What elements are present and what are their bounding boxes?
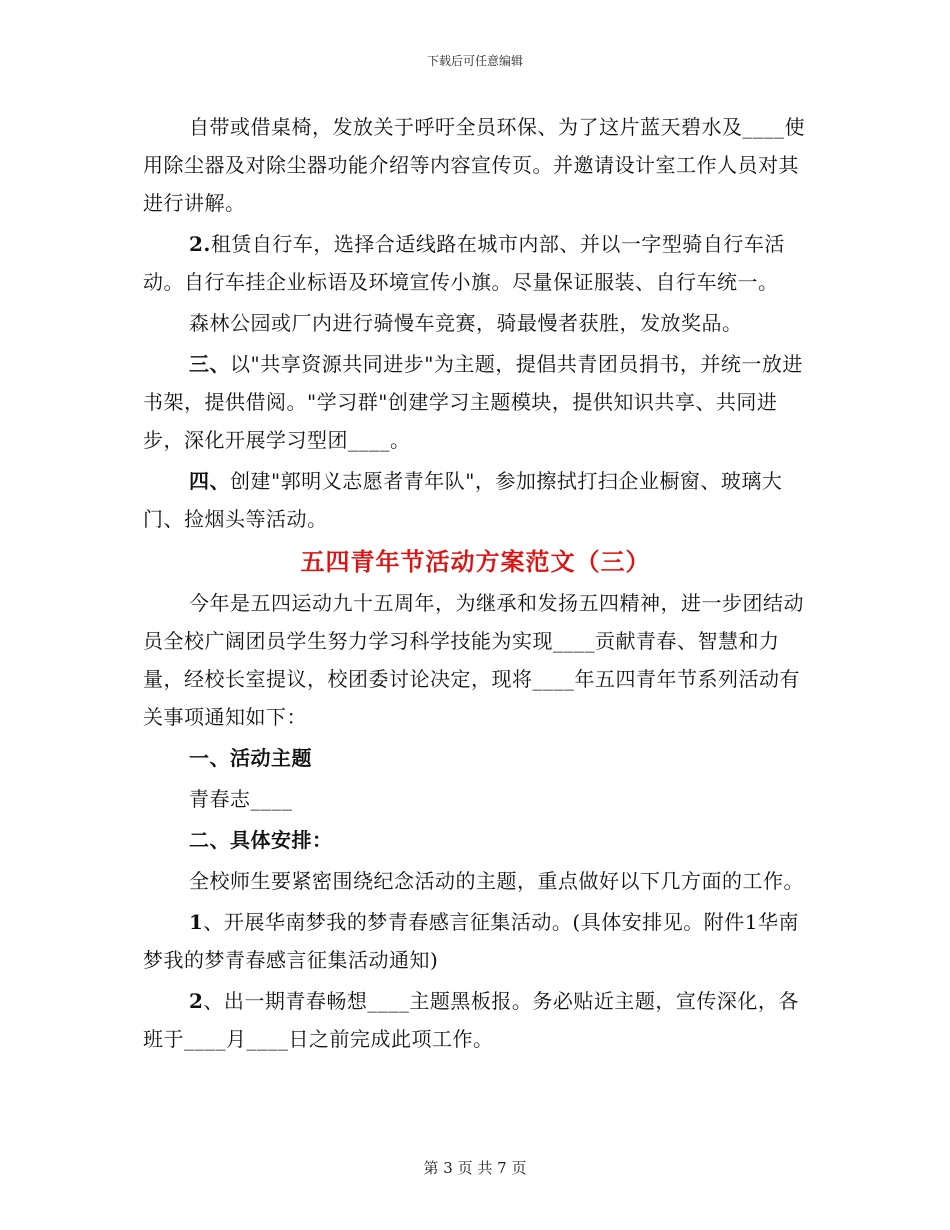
section-paragraph-theme: 青春志____ <box>189 787 293 811</box>
page-footer-number: 第 3 页 共 7 页 <box>423 1159 527 1177</box>
paragraph-2-text: 租赁自行车，选择合适线路在城市内部、并以一字型骑自行车活动。自行车挂企业标语及环境宣传小旗。尽量保证服装、自行车统一。 <box>143 232 785 294</box>
paragraph-5 <box>143 462 808 538</box>
section-paragraph-item-2 <box>143 982 808 1058</box>
paragraph-4-lead: 三、 <box>189 352 230 376</box>
page-header-note: 下载后可任意编辑 <box>426 54 523 68</box>
item-2-text: 、出一期青春畅想____主题黑板报。务必贴近主题，宣传深化，各班于____月____日之前完成此项工作。 <box>143 989 799 1051</box>
paragraph-5-lead: 四、 <box>189 469 230 493</box>
paragraph-1: 自带或借桌椅，发放关于呼吁全员环保、为了这片蓝天碧水及____使用除尘器及对除尘器功能介绍等内容宣传页。并邀请设计室工作人员对其进行讲解。 <box>143 115 805 215</box>
paragraph-5-text: 创建"郭明义志愿者青年队"，参加擦拭打扫企业橱窗、玻璃大门、捡烟头等活动。 <box>143 469 783 531</box>
paragraph-2 <box>143 225 808 301</box>
item-1-text: 、开展华南梦我的梦青春感言征集活动。(具体安排见。附件1华南梦我的梦青春感言征集活动通知) <box>143 910 799 972</box>
item-2-lead: 2 <box>189 989 204 1013</box>
paragraph-3: 森林公园或厂内进行骑慢车竞赛，骑最慢者获胜，发放奖品。 <box>189 311 743 335</box>
section-heading-theme: 一、活动主题 <box>189 746 312 770</box>
section-title: 五四青年节活动方案范文（三） <box>300 547 651 576</box>
section-paragraph-item-1 <box>143 903 808 979</box>
paragraph-2-lead: 2. <box>189 232 211 256</box>
item-1-lead: 1 <box>189 910 204 934</box>
document-body <box>143 108 808 1061</box>
paragraph-4-text: 以"共享资源共同进步"为主题，提倡共青团员捐书，并统一放进书架，提供借阅。"学习群"创建学习主题模块，提供知识共享、共同进步，深化开展学习型团____。 <box>143 352 803 452</box>
section-paragraph-arrangement: 全校师生要紧密围绕纪念活动的主题，重点做好以下几方面的工作。 <box>189 869 804 893</box>
section-paragraph-intro: 今年是五四运动九十五周年，为继承和发扬五四精神，进一步团结动员全校广阔团员学生努力学习科学技能为实现____贡献青春、智慧和力量，经校长室提议，校团委讨论决定，现将____年五四青年节系列活动有关事项通知如下： <box>143 591 804 729</box>
paragraph-4 <box>143 345 808 459</box>
section-heading-arrangement: 二、具体安排： <box>189 828 333 852</box>
